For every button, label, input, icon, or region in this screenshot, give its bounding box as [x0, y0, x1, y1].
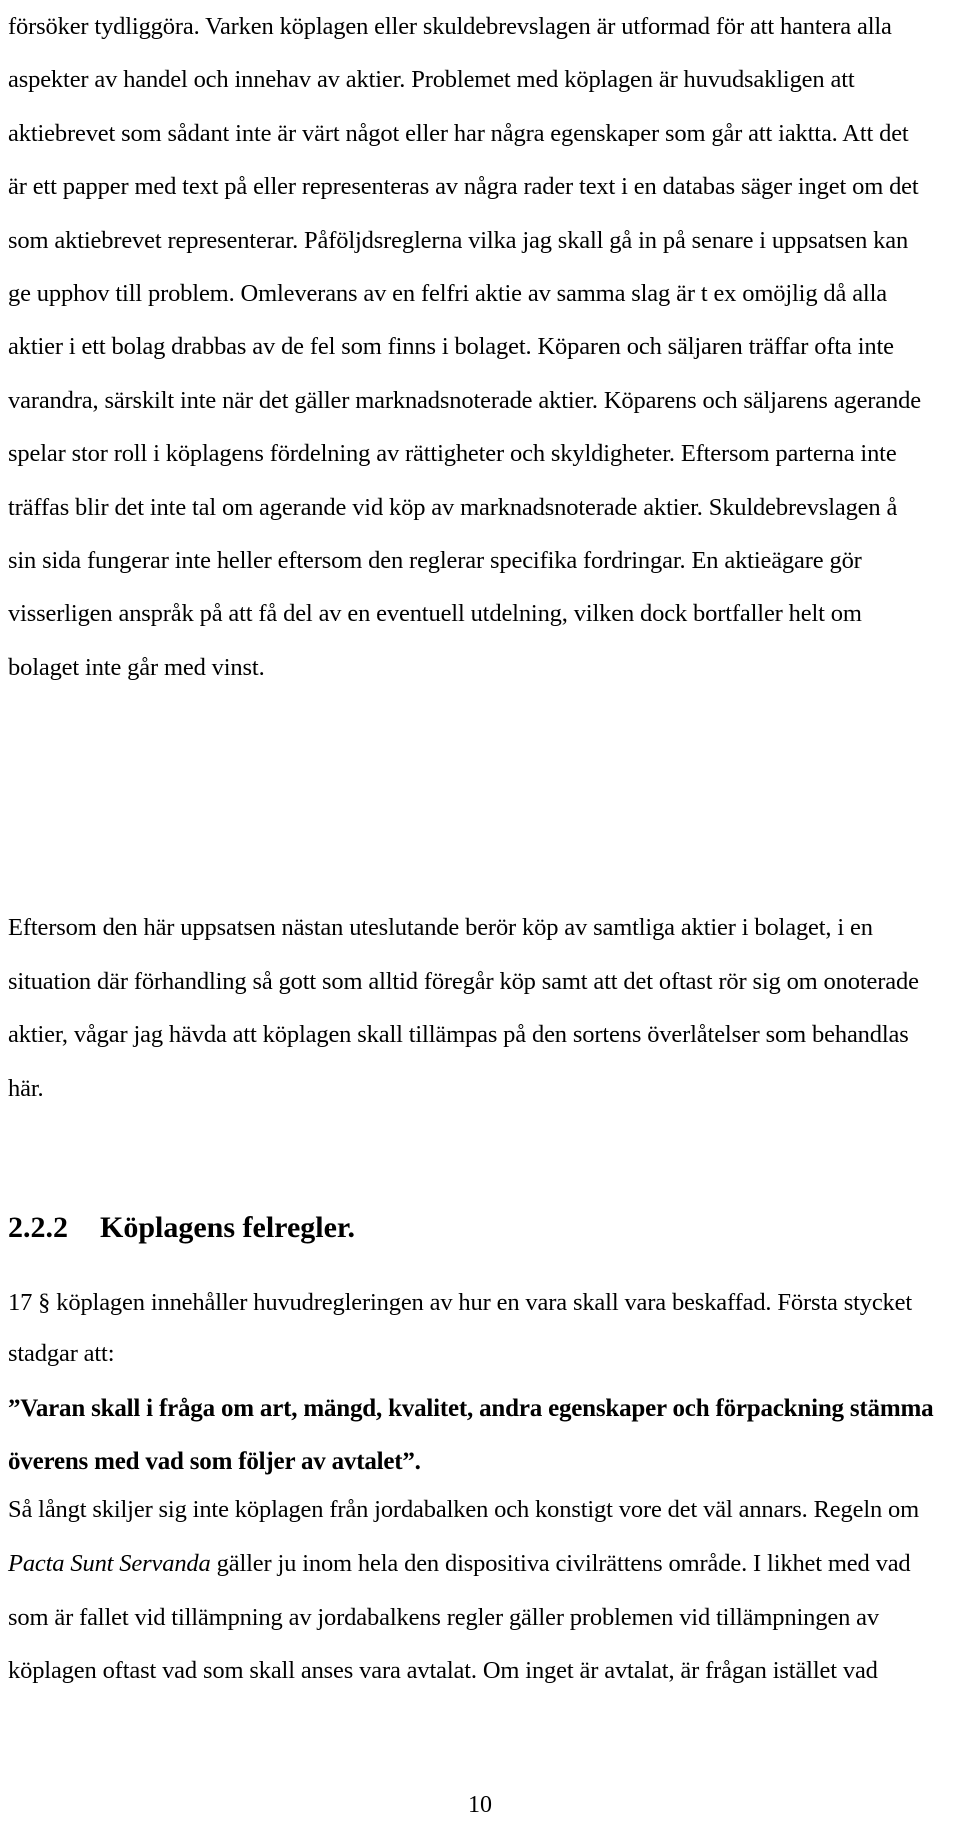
section-title: Köplagens felregler.	[100, 1211, 355, 1244]
body-paragraph: försöker tydliggöra. Varken köplagen eller skuldebrevslagen är utformad för att hantera alla aspekter av handel och innehav av aktier. Problemet med köplagen är huvudsakligen att aktiebrevet som sådant inte är värt något eller har några egenskaper som går att iaktta. Att det är ett papper med text på eller representeras av några rader text i en databas säger inget om det som aktiebrevet representerar. Påföljdsreglerna vilka jag skall gå in på senare i uppsatsen kan ge upphov till problem. Omleverans av en felfri aktie av samma slag är t ex omöjlig då alla aktier i ett bolag drabbas av de fel som finns i bolaget. Köparen och säljaren träffar ofta inte varandra, särskilt inte när det gäller marknadsnoterade aktier. Köparens och säljarens agerande spelar stor roll i köplagens fördelning av rättigheter och skyldigheter. Eftersom parterna inte träffas blir det inte tal om agerande vid köp av marknadsnoterade aktier. Skuldebrevslagen å sin sida fungerar inte heller eftersom den reglerar specifika fordringar. En aktieägare gör visserligen anspråk på att få del av en eventuell utdelning, vilken dock bortfaller helt om bolaget inte går med vinst.	[8, 13, 921, 681]
paragraph-text: Så långt skiljer sig inte köplagen från jordabalken och konstigt vore det väl annars. Regeln om	[8, 1496, 920, 1523]
statute-quote: ”Varan skall i fråga om art, mängd, kvalitet, andra egenskaper och förpackning stämma överens med vad som följer av avtalet”.	[8, 1395, 934, 1475]
body-paragraph: Eftersom den här uppsatsen nästan uteslutande berör köp av samtliga aktier i bolaget, i en situation där förhandling så gott som alltid föregår köp samt att det oftast rör sig om onoterade aktier, vågar jag hävda att köplagen skall tillämpas på den sortens överlåtelser som behandlas här.	[8, 914, 919, 1102]
paragraph-text: gäller ju inom hela den dispositiva civilrättens område. I likhet med vad som är fallet vid tillämpning av jordabalkens regler gäller problemen vid tillämpningen av köplagen oftast vad som skall anses vara avtalat. Om inget är avtalat, är frågan istället vad	[8, 1549, 911, 1685]
section-number: 2.2.2	[8, 1211, 68, 1244]
section-heading	[8, 1208, 355, 1248]
latin-term: Pacta Sunt Servanda	[8, 1549, 211, 1577]
body-paragraph	[8, 1483, 928, 1698]
page-number: 10	[468, 1792, 492, 1818]
body-paragraph: 17 § köplagen innehåller huvudregleringen av hur en vara skall vara beskaffad. Första stycket stadgar att:	[8, 1289, 913, 1367]
